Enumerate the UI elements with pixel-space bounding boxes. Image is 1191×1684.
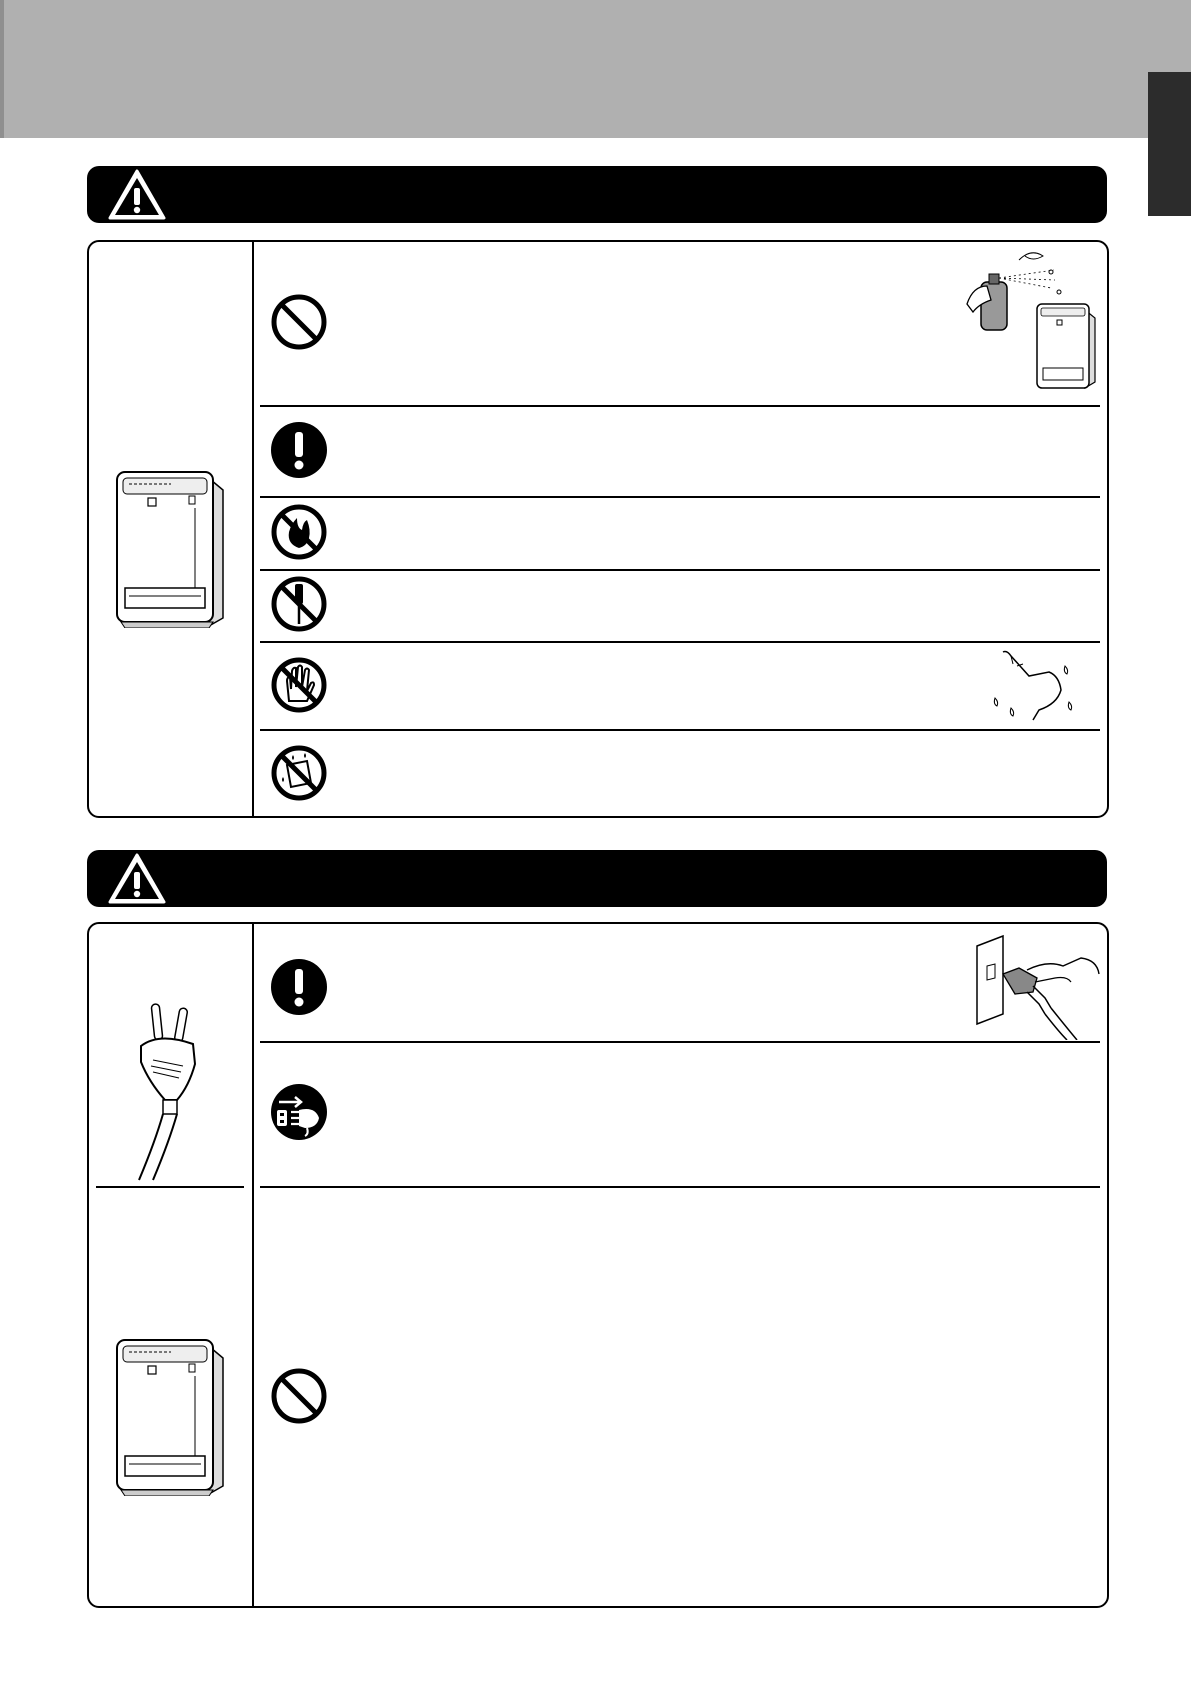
no-wet-hands-icon <box>269 655 329 715</box>
row-separator <box>260 641 1100 643</box>
row-separator <box>260 729 1100 731</box>
spray-can-illustration <box>959 242 1105 402</box>
row-separator <box>260 405 1100 407</box>
plug-in-socket-illustration <box>967 930 1101 1040</box>
warning-triangle-icon <box>107 168 167 221</box>
panel-divider <box>252 242 254 816</box>
warning-header-bar-2 <box>87 850 1107 907</box>
warning-panel-2 <box>87 922 1109 1608</box>
row-separator-left <box>96 1186 244 1188</box>
power-plug-illustration <box>119 1002 219 1182</box>
mandatory-action-icon <box>269 420 329 480</box>
unplug-icon <box>269 1082 329 1142</box>
warning-header-bar-1 <box>87 166 1107 223</box>
no-water-icon <box>269 743 329 803</box>
no-disassembly-icon <box>269 574 329 634</box>
wet-hand-illustration <box>989 646 1079 726</box>
prohibition-icon <box>269 292 329 352</box>
row-separator <box>260 569 1100 571</box>
section-tab <box>1148 72 1191 216</box>
row-separator <box>260 1186 1100 1188</box>
row-separator <box>260 496 1100 498</box>
panel-divider <box>252 924 254 1606</box>
mandatory-action-icon <box>269 957 329 1017</box>
row-separator <box>260 1041 1100 1043</box>
prohibition-icon <box>269 1366 329 1426</box>
header-left-edge <box>0 0 4 138</box>
warning-triangle-icon <box>107 852 167 905</box>
air-purifier-illustration <box>111 468 229 628</box>
no-fire-icon <box>269 502 329 562</box>
air-purifier-illustration <box>111 1336 229 1496</box>
page-header-band <box>0 0 1191 138</box>
warning-panel-1 <box>87 240 1109 818</box>
